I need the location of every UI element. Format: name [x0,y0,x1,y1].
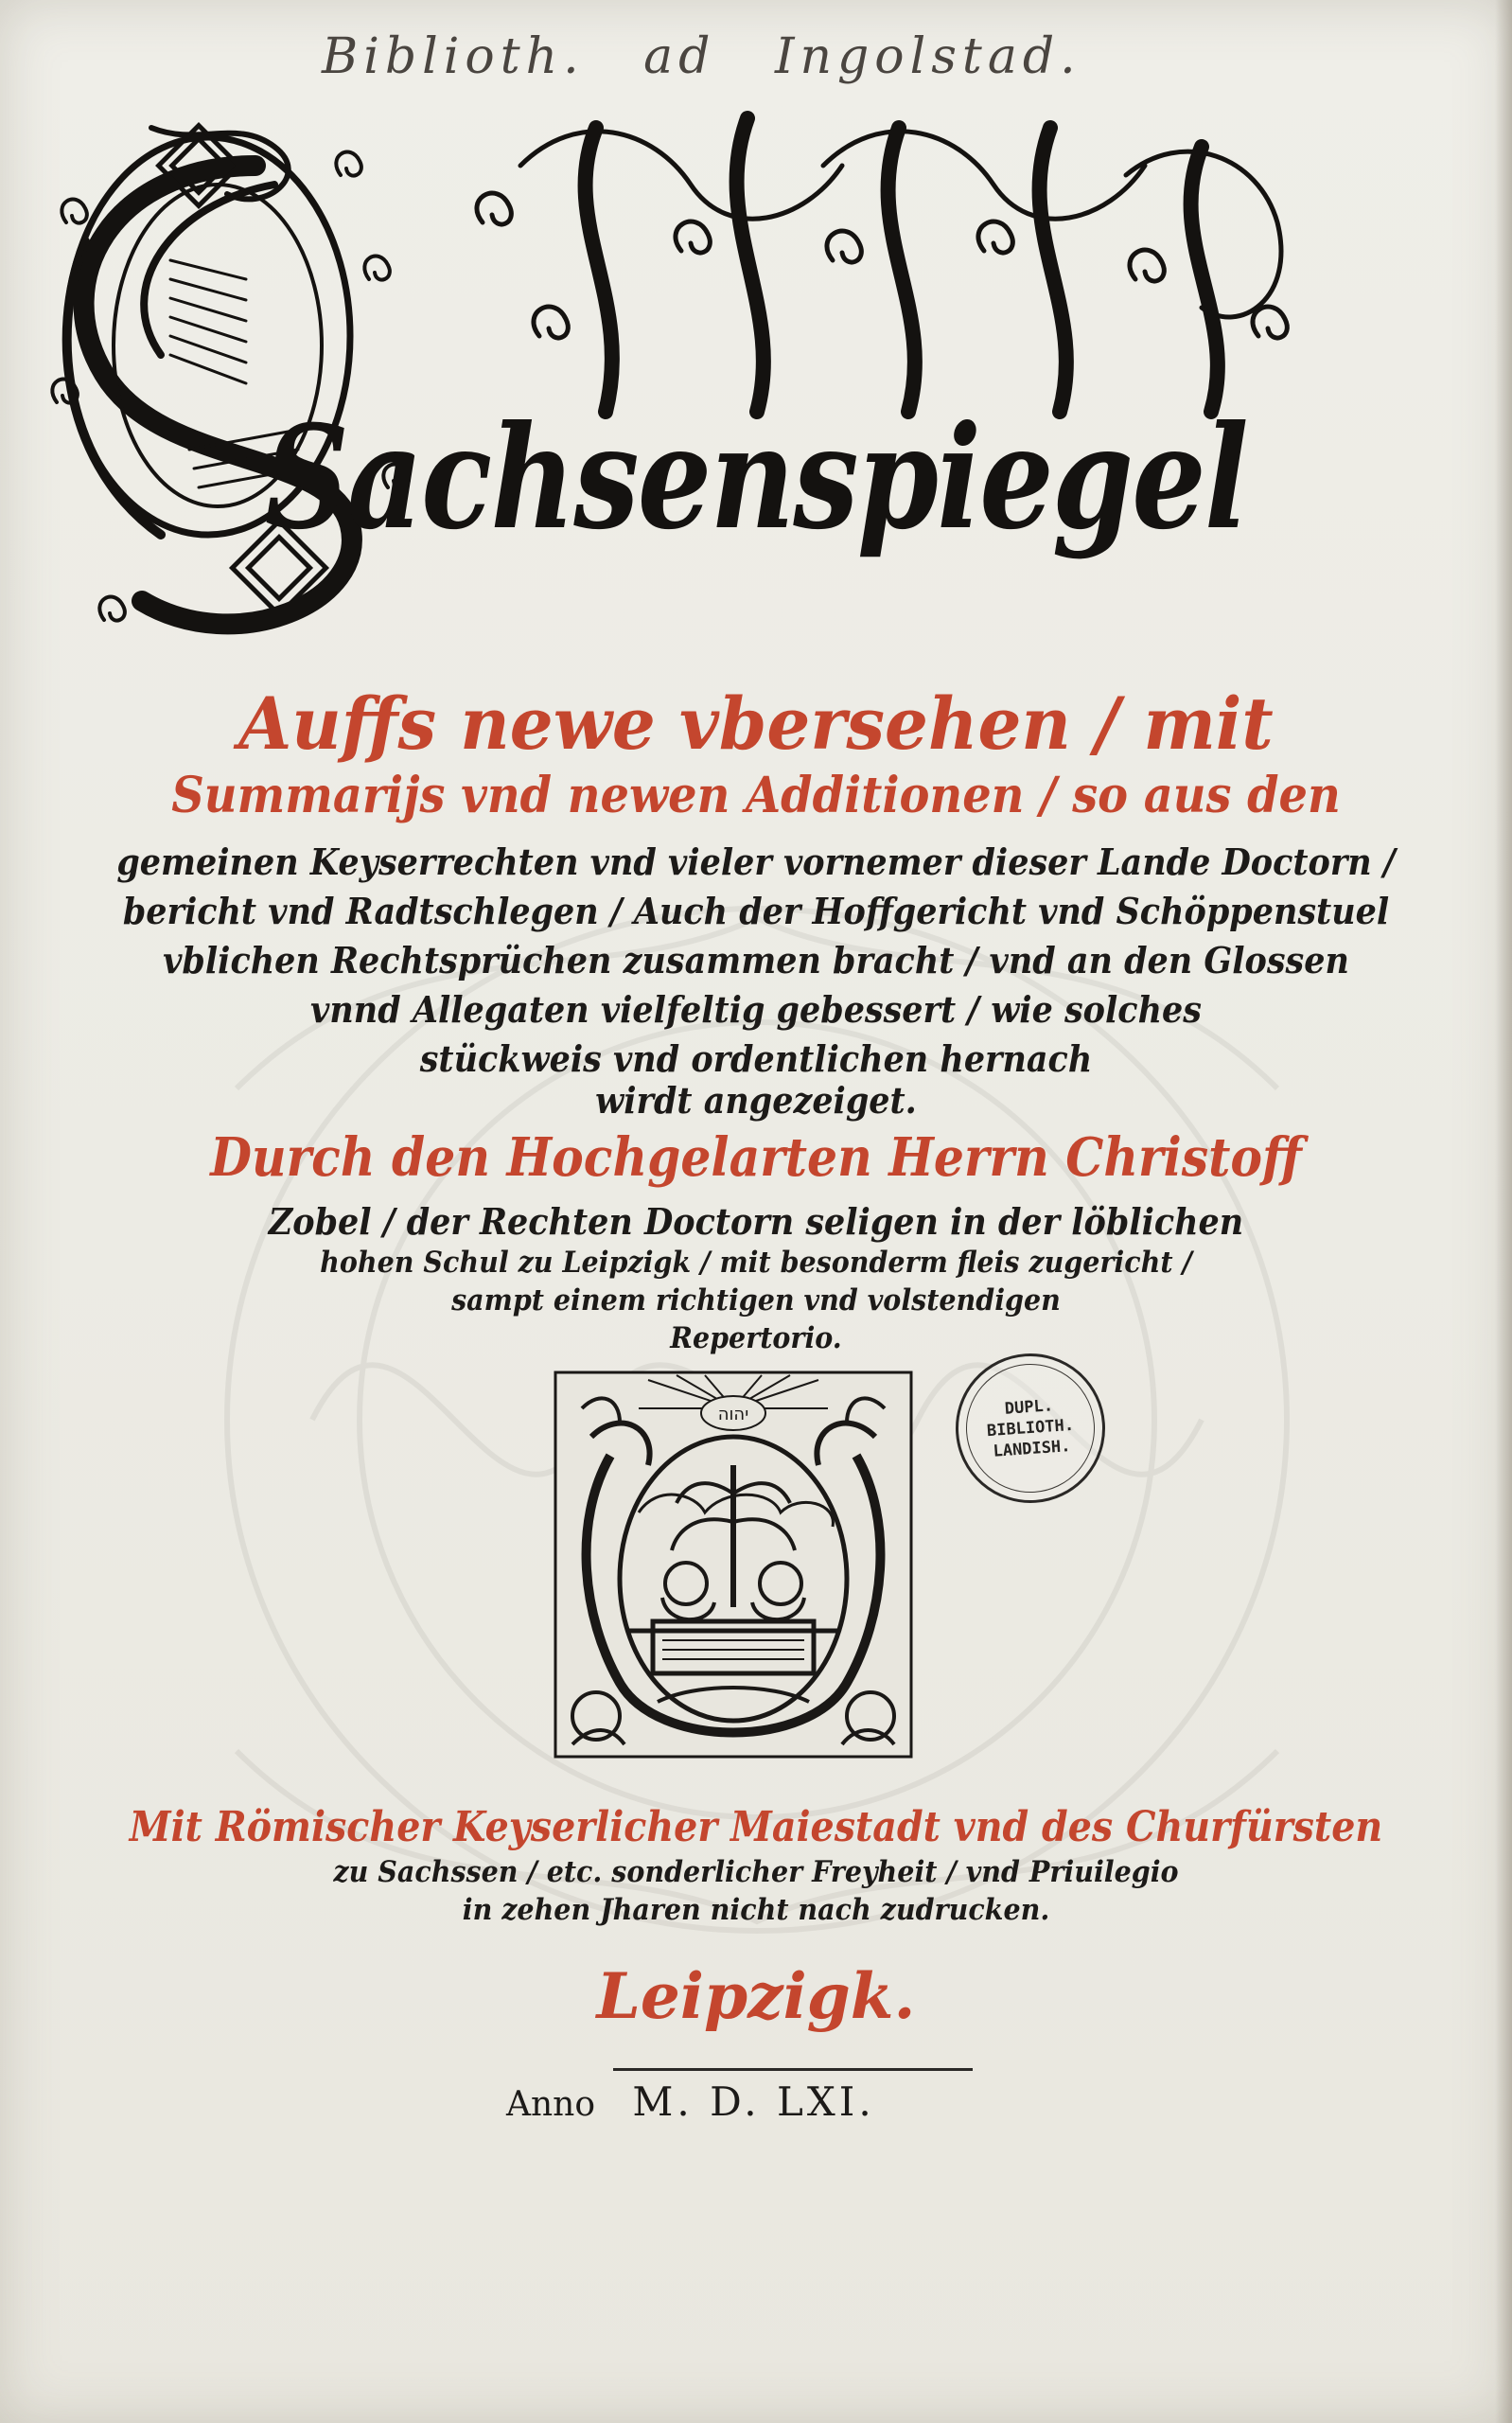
handwritten-word: Biblioth. [322,28,585,85]
page-edge-shadow [1495,0,1512,2423]
author-line-5: Repertorio. [670,1321,842,1355]
body-line: vnnd Allegaten vielfeltig gebessert / wie solches [310,988,1202,1031]
author-line-2: Zobel / der Rechten Doctorn seligen in der löblichen [268,1200,1244,1243]
imprint-year: M. D. LXI. [632,2078,875,2125]
body-line: bericht vnd Radtschlegen / Auch der Hoffgericht vnd Schöppenstuel [122,890,1390,932]
handwritten-word: Ingolstad. [774,28,1081,85]
stamp-line: BIBLIOTH. [986,1415,1075,1441]
privilege-line-3: in zehen Jharen nicht nach zudrucken. [462,1893,1050,1927]
body-line: wirdt angezeiget. [595,1079,917,1122]
stamp-line: DUPL. [1004,1396,1054,1419]
privilege-line-2: zu Sachssen / etc. sonderlicher Freyheit / vnd Priuilegio [333,1855,1179,1889]
handwritten-word: ad [643,28,716,85]
author-line-3: hohen Schul zu Leipzigk / mit besonderm fleis zugericht / [320,1246,1192,1280]
imprint-rule [613,2068,973,2071]
imprint-anno: Anno [506,2085,596,2124]
author-line-1: Durch den Hochgelarten Herrn Christoff [210,1126,1302,1189]
main-title: Sachsenspiegel [265,395,1248,561]
place-of-printing: Leipzigk. [596,1959,916,2033]
stamp-line: LANDISH. [992,1437,1072,1461]
ark-of-covenant-woodcut-icon [554,1371,913,1759]
subtitle-line-1: Auffs newe vbersehen / mit [238,681,1274,766]
body-line: gemeinen Keyserrechten vnd vieler vornemer dieser Lande Doctorn / [116,840,1396,883]
calligraphic-flourish-ornament [28,90,1315,658]
body-line: stückweis vnd ordentlichen hernach [419,1037,1093,1080]
woodcut-hebrew-label: יהוה [717,1405,749,1424]
body-line: vblichen Rechtsprüchen zusammen bracht / vnd an den Glossen [163,939,1349,982]
privilege-line-1: Mit Römischer Keyserlicher Maiestadt vnd des Churfürsten [129,1803,1383,1851]
imprint-date [506,2078,1074,2125]
author-line-4: sampt einem richtigen vnd volstendigen [451,1283,1061,1318]
subtitle-line-2: Summarijs vnd newen Additionen / so aus den [171,767,1341,824]
